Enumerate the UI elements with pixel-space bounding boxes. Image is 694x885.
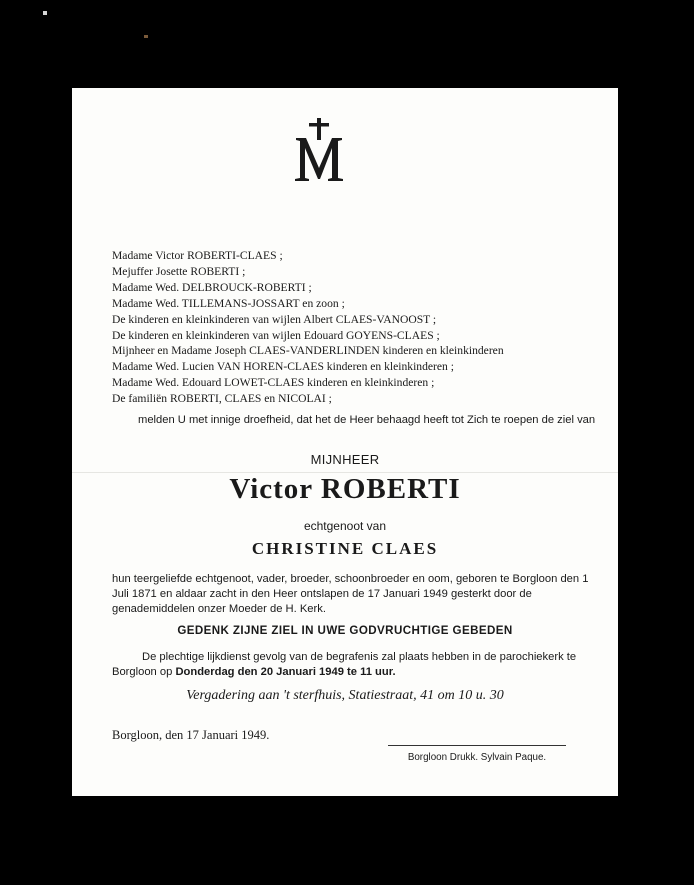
funeral-date: Donderdag den 20 Januari 1949 te 11 uur. bbox=[175, 666, 396, 679]
printer-credit: Borgloon Drukk. Sylvain Paque. bbox=[407, 752, 547, 763]
deceased-name: Victor ROBERTI bbox=[229, 473, 461, 505]
spouse-label: echtgenoot van bbox=[303, 519, 387, 533]
honorific: MIJNHEER bbox=[310, 452, 380, 467]
speck bbox=[144, 35, 148, 38]
family-line: Madame Wed. Edouard LOWET-CLAES kinderen en kleinkinderen ; bbox=[112, 376, 435, 390]
place-date: Borgloon, den 17 Januari 1949. bbox=[112, 728, 270, 742]
family-line: Madame Wed. Lucien VAN HOREN-CLAES kinderen en kleinkinderen ; bbox=[112, 360, 454, 374]
family-list bbox=[112, 248, 602, 407]
family-line: Madame Wed. DELBROUCK-ROBERTI ; bbox=[112, 280, 312, 294]
family-line: Madame Wed. TILLEMANS-JOSSART en zoon ; bbox=[112, 296, 345, 310]
intro-text: melden U met innige droefheid, dat het de Heer behaagd heeft tot Zich te roepen de ziel van bbox=[138, 414, 596, 426]
spouse-name: CHRISTINE CLAES bbox=[251, 539, 439, 558]
printer-rule bbox=[388, 745, 566, 746]
family-line: De familiën ROBERTI, CLAES en NICOLAI ; bbox=[112, 392, 332, 406]
death-notice-card bbox=[72, 88, 618, 796]
family-line: Mijnheer en Madame Joseph CLAES-VANDERLINDEN kinderen en kleinkinderen bbox=[112, 344, 504, 358]
family-line: De kinderen en kleinkinderen van wijlen Albert CLAES-VANOOST ; bbox=[112, 312, 437, 326]
family-line: Madame Victor ROBERTI-CLAES ; bbox=[112, 249, 283, 262]
marian-cross-monogram-icon bbox=[288, 116, 358, 186]
funeral-details: De plechtige lijkdienst gevolg van de begrafenis zal plaats hebben in de parochiekerk te Borgloon op bbox=[112, 651, 577, 679]
speck bbox=[43, 11, 47, 15]
family-line: De kinderen en kleinkinderen van wijlen Edouard GOYENS-CLAES ; bbox=[112, 328, 440, 342]
funeral-text bbox=[112, 650, 590, 680]
meeting-info: Vergadering aan 't sterfhuis, Statiestraat, 41 om 10 u. 30 bbox=[186, 688, 504, 703]
biography-text: hun teergeliefde echtgenoot, vader, broeder, schoonbroeder en oom, geboren te Borgloon den 1 Juli 1871 en aldaar zacht in den Heer ontslapen de 17 Januari 1949 gesterkt door de genademiddelen onzer Moeder de H. Kerk. bbox=[112, 573, 589, 616]
prayer-request: GEDENK ZIJNE ZIEL IN UWE GODVRUCHTIGE GEBEDEN bbox=[177, 624, 513, 637]
family-line: Mejuffer Josette ROBERTI ; bbox=[112, 264, 246, 278]
